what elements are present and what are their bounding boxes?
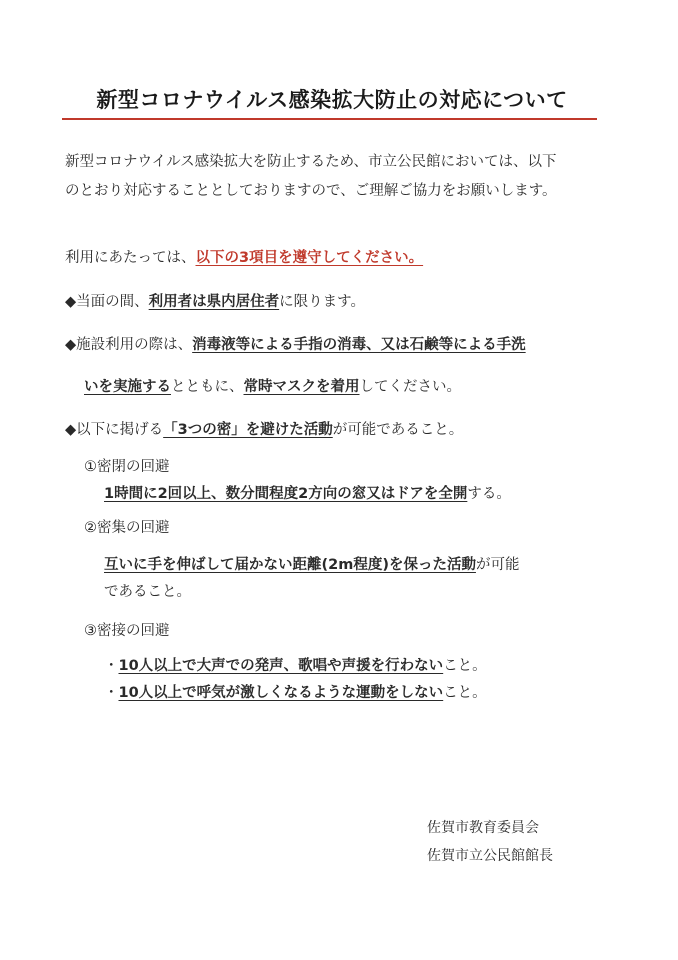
signature-line-1: 佐賀市教育委員会 xyxy=(427,820,539,836)
item-2-mid: とともに、 xyxy=(171,379,244,395)
sub-3-bullet-2 xyxy=(104,681,487,702)
title-underline xyxy=(62,118,597,120)
sub-2-text xyxy=(104,553,519,574)
item-3-suffix: が可能であること。 xyxy=(332,422,464,438)
item-3 xyxy=(65,418,463,439)
sub-2-line-2: であること。 xyxy=(104,584,191,600)
lead-emphasis: 以下の3項目を遵守してください。 xyxy=(195,250,424,266)
item-2-bold-1: 消毒液等による手指の消毒、又は石鹸等による手洗 xyxy=(192,337,526,353)
document-title: 新型コロナウイルス感染拡大防止の対応について xyxy=(96,88,568,112)
bullet-dot: ・ xyxy=(104,685,119,701)
sub-2-label: ②密集の回避 xyxy=(84,520,170,536)
item-2-line-1 xyxy=(65,333,526,354)
bullet-dot: ・ xyxy=(104,658,119,674)
sub-1-text xyxy=(104,482,511,503)
item-1 xyxy=(65,290,365,311)
sub-1-bold: 1時間に2回以上、数分間程度2方向の窓又はドアを全開 xyxy=(104,486,468,502)
item-2-prefix: ◆施設利用の際は、 xyxy=(65,337,193,353)
item-1-bold: 利用者は県内居住者 xyxy=(148,294,280,310)
item-3-bold: 「3つの密」を避けた活動 xyxy=(163,422,333,438)
item-2-suffix: してください。 xyxy=(359,379,461,395)
sub-3-label: ③密接の回避 xyxy=(84,623,170,639)
item-2-bold-3: 常時マスクを着用 xyxy=(243,379,360,395)
signature-line-2: 佐賀市立公民館館長 xyxy=(427,848,553,864)
item-3-prefix: ◆以下に掲げる xyxy=(65,422,164,438)
sub-1-suffix: する。 xyxy=(467,486,511,502)
item-1-suffix: に限ります。 xyxy=(279,294,365,310)
lead-line xyxy=(65,246,423,267)
intro-line-1: 新型コロナウイルス感染拡大を防止するため、市立公民館においては、以下 xyxy=(65,154,557,170)
sub-3-b2-bold: 10人以上で呼気が激しくなるような運動をしない xyxy=(118,685,444,701)
lead-prefix: 利用にあたっては、 xyxy=(65,250,196,266)
sub-3-b1-bold: 10人以上で大声での発声、歌唱や声援を行わない xyxy=(118,658,444,674)
sub-3-b1-suffix: こと。 xyxy=(443,658,487,674)
item-2-line-2 xyxy=(84,375,461,396)
item-1-prefix: ◆当面の間、 xyxy=(65,294,149,310)
sub-3-b2-suffix: こと。 xyxy=(443,685,487,701)
item-2-bold-2: いを実施する xyxy=(84,379,171,395)
intro-line-2: のとおり対応することとしておりますので、ご理解ご協力をお願いします。 xyxy=(65,183,557,199)
sub-3-bullet-1 xyxy=(104,654,487,675)
sub-2-bold: 互いに手を伸ばして届かない距離(2m程度)を保った活動 xyxy=(104,557,476,573)
sub-1-label: ①密閉の回避 xyxy=(84,459,170,475)
sub-2-suffix: が可能 xyxy=(475,557,520,573)
